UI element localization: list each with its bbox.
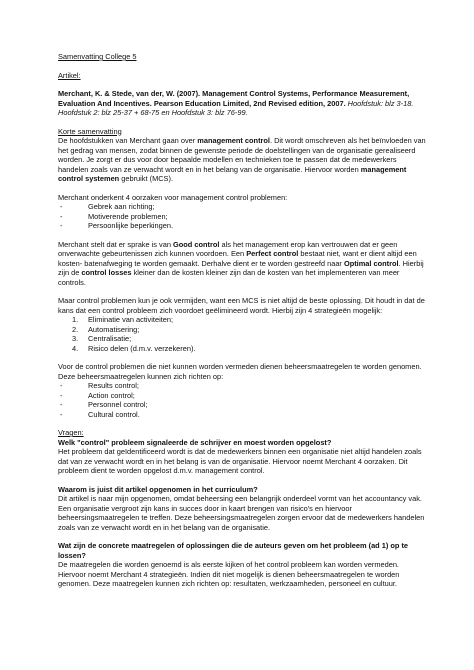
question-2: Waarom is juist dit artikel opgenomen in het curriculum?	[58, 484, 258, 494]
text-run: kleiner dan de kosten kleiner zijn dan de kosten van het implementeren van meer controls.	[58, 268, 400, 287]
answer-1: Het probleem dat geïdentificeerd wordt is dat de medewerkers binnen een organisatie niet altijd handelen zoals dat van ze verwacht wordt en in het belang is van de organisatie. Hiervoor noemt Merchant 4 oorzaken. Dit probleem dient te worden opgelost d.m.v. management control.	[58, 447, 422, 475]
list-text: Automatisering;	[88, 324, 140, 334]
text-run: Merchant stelt dat er sprake is van	[58, 239, 174, 249]
answer-2: Dit artikel is naar mijn opgenomen, omdat beheersing een belangrijk onderdeel vormt van het accountancy vak. Een organisatie vergroot zijn kans in succes door in kaart brengen van risico's en hiervoor beheersingsmaatregelen te treffen. Deze beheersingsmaatregelen zorgen ervoor dat de medewerkers handelen zoals van ze verwacht wordt en in het belang van de organisatie.	[58, 494, 425, 532]
list-item: - Motiverende problemen;	[58, 212, 428, 222]
text-run: De hoofdstukken van Merchant gaan over	[58, 136, 198, 145]
text-run: als het management erop kan vertrouwen dat er geen onverwachte gebeurtenissen zich kunnen voordoen. Een	[58, 239, 398, 258]
good-control-paragraph	[58, 240, 428, 288]
summary-paragraph	[58, 136, 428, 184]
list-text: Centralisatie;	[88, 334, 132, 343]
list-text: Risico delen (d.m.v. verzekeren).	[88, 343, 196, 353]
citation-bold: Merchant, K. & Stede, van der, W. (2007). Management Control Systems, Performance Measurement, Evaluation And Incentives. Pearson Education Limited, 2nd Revised edition, 2007.	[58, 89, 410, 108]
answer-3: De maatregelen die worden genoemd is als eerste kijken of het control probleem kan worden vermeden. Hiervoor noemt Merchant 4 strategieën. Indien dit niet mogelijk is dienen beheersmaatregelen te worden genomen. Deze maatregelen kunnen zich richten op: resultaten, werkzaamheden, personeel en cultuur.	[58, 560, 400, 588]
article-heading: Artikel:	[58, 70, 81, 80]
list-item	[58, 325, 428, 335]
list-item: - Results control;	[58, 381, 428, 391]
list-item	[58, 344, 428, 354]
list-item	[58, 334, 428, 344]
list-number: 4.	[72, 343, 79, 353]
avoid-paragraph: Maar control problemen kun je ook vermijden, want een MCS is niet altijd de beste oplossing. Dit houdt in dat de kans dat een control probleem zich voordoet geëlimineerd wordt. Hierbij zijn 4 strategieën mogelijk:	[58, 296, 425, 315]
list-item: - Persoonlijke beperkingen.	[58, 221, 428, 231]
problems-list	[58, 202, 428, 231]
list-number: 3.	[72, 334, 79, 343]
questions-heading: Vragen:	[58, 428, 84, 437]
list-number: 2.	[72, 324, 79, 334]
term-mcs: management control systemen	[58, 164, 407, 183]
document-title: Samenvatting College 5	[58, 52, 137, 61]
list-number: 1.	[72, 315, 79, 324]
question-3: Wat zijn de concrete maatregelen of oplossingen die de auteurs geven om het probleem (ad 1) op te lossen?	[58, 541, 409, 560]
text-run: . Hierbij zijn de	[58, 258, 424, 277]
text-run: gebruikt (MCS).	[119, 174, 174, 183]
measures-paragraph: Voor de control problemen die niet kunnen worden vermeden dienen beheersmaatregelen te worden genomen. Deze beheersmaatregelen kunnen zich richten op:	[58, 362, 422, 381]
list-item	[58, 315, 428, 325]
citation-chapters: Hoofdstuk: blz 3-18. Hoofdstuk 2: blz 25-37 + 68-75 en Hoofdstuk 3: blz 76-99.	[58, 98, 414, 117]
document-page	[58, 52, 428, 589]
term-good-control: Good control	[173, 239, 220, 249]
question-1: Welk "control" probleem signaleerde de schrijver en moest worden opgelost?	[58, 437, 332, 447]
list-item: - Action control;	[58, 391, 428, 401]
term-perfect-control: Perfect control	[246, 249, 299, 258]
problems-intro: Merchant onderkent 4 oorzaken voor management control problemen:	[58, 192, 288, 202]
text-run: bestaat niet, want er dient altijd een kosten- batenafweging te worden gemaakt. Derhalve dient er te worden gestreefd naar	[58, 249, 417, 268]
list-text: Eliminatie van activiteiten;	[88, 315, 174, 324]
summary-heading: Korte samenvatting	[58, 126, 122, 136]
list-item: - Personnel control;	[58, 400, 428, 410]
measures-list	[58, 381, 428, 419]
term-management-control: management control	[197, 136, 270, 145]
term-optimal-control: Optimal control	[343, 258, 399, 268]
text-run: . Dit wordt omschreven als het beïnvloeden van het gedrag van mensen, zodat binnen de gewenste periode de doelstellingen van de organisatie gerealiseerd worden. Je zorgt er dus voor door bepaalde modellen en technieken toe te passen dat de medewerkers handelen zoals van ze verwacht wordt en in het belang van de organisatie. Hiervoor worden	[58, 136, 426, 174]
term-control-losses: control losses	[81, 268, 132, 277]
list-item: - Cultural control.	[58, 410, 428, 420]
article-citation	[58, 89, 428, 118]
list-item: - Gebrek aan richting;	[58, 202, 428, 212]
strategies-list	[58, 315, 428, 353]
